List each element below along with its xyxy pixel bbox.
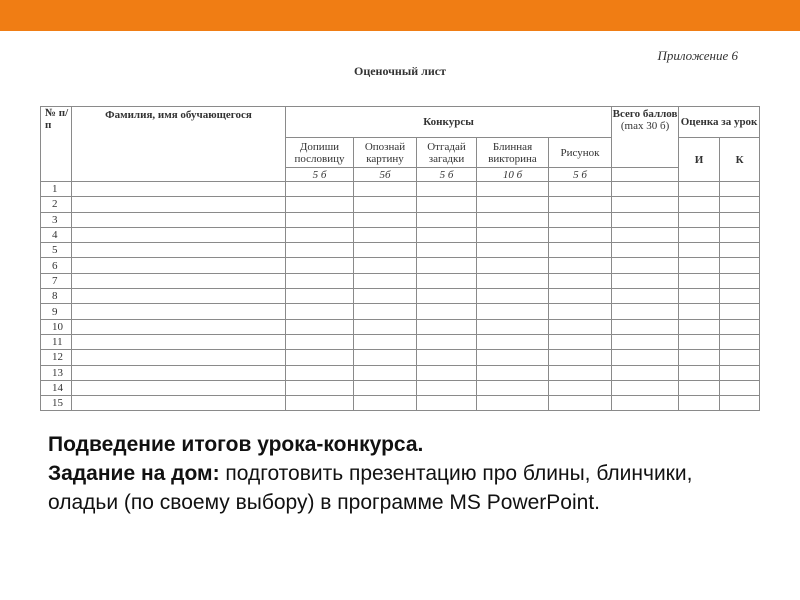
empty-cell <box>417 365 477 380</box>
empty-cell <box>417 273 477 288</box>
row-number: 14 <box>41 380 72 395</box>
empty-cell <box>549 396 612 411</box>
empty-cell <box>549 197 612 212</box>
empty-cell <box>679 380 720 395</box>
empty-cell <box>72 350 286 365</box>
contest-header: Блинная викторина <box>477 138 549 168</box>
empty-cell <box>477 289 549 304</box>
col-total-header <box>612 107 679 168</box>
contest-header: Отгадай загадки <box>417 138 477 168</box>
empty-cell <box>417 304 477 319</box>
empty-cell <box>417 227 477 242</box>
empty-cell <box>72 380 286 395</box>
table-row <box>41 212 760 227</box>
empty-cell <box>354 197 417 212</box>
empty-cell <box>354 304 417 319</box>
empty-cell <box>549 182 612 197</box>
empty-cell <box>417 197 477 212</box>
empty-cell <box>549 258 612 273</box>
empty-cell <box>72 258 286 273</box>
empty-cell <box>477 258 549 273</box>
total-points-cell <box>612 168 679 182</box>
empty-cell <box>612 227 679 242</box>
empty-cell <box>679 396 720 411</box>
grade-subcol-header: К <box>720 138 760 182</box>
empty-cell <box>549 212 612 227</box>
empty-cell <box>477 212 549 227</box>
row-number: 12 <box>41 350 72 365</box>
empty-cell <box>679 365 720 380</box>
row-number: 3 <box>41 212 72 227</box>
empty-cell <box>679 212 720 227</box>
empty-cell <box>72 319 286 334</box>
empty-cell <box>720 396 760 411</box>
empty-cell <box>679 334 720 349</box>
row-number: 5 <box>41 243 72 258</box>
empty-cell <box>354 289 417 304</box>
empty-cell <box>286 304 354 319</box>
summary-heading: Подведение итогов урока-конкурса. <box>48 433 424 456</box>
row-number: 2 <box>41 197 72 212</box>
table-row <box>41 334 760 349</box>
empty-cell <box>720 304 760 319</box>
row-number: 9 <box>41 304 72 319</box>
empty-cell <box>286 258 354 273</box>
empty-cell <box>612 350 679 365</box>
contest-header: Допиши пословицу <box>286 138 354 168</box>
empty-cell <box>612 212 679 227</box>
empty-cell <box>286 273 354 288</box>
sheet-title: Оценочный лист <box>353 64 446 78</box>
table-row <box>41 365 760 380</box>
empty-cell <box>549 304 612 319</box>
empty-cell <box>477 380 549 395</box>
empty-cell <box>612 258 679 273</box>
empty-cell <box>679 182 720 197</box>
empty-cell <box>612 365 679 380</box>
empty-cell <box>72 182 286 197</box>
table-row <box>41 304 760 319</box>
empty-cell <box>286 289 354 304</box>
empty-cell <box>417 396 477 411</box>
empty-cell <box>286 319 354 334</box>
contest-points: 5б <box>354 168 417 182</box>
empty-cell <box>72 227 286 242</box>
empty-cell <box>477 273 549 288</box>
empty-cell <box>354 350 417 365</box>
empty-cell <box>286 380 354 395</box>
empty-cell <box>477 227 549 242</box>
table-row <box>41 227 760 242</box>
empty-cell <box>549 289 612 304</box>
empty-cell <box>612 197 679 212</box>
total-max: (max 30 б) <box>620 120 670 132</box>
empty-cell <box>612 396 679 411</box>
empty-cell <box>477 243 549 258</box>
empty-cell <box>72 334 286 349</box>
empty-cell <box>72 396 286 411</box>
homework-label: Задание на дом: <box>48 462 220 485</box>
empty-cell <box>612 334 679 349</box>
row-number: 13 <box>41 365 72 380</box>
empty-cell <box>720 319 760 334</box>
empty-cell <box>417 334 477 349</box>
empty-cell <box>354 319 417 334</box>
empty-cell <box>417 243 477 258</box>
empty-cell <box>354 258 417 273</box>
empty-cell <box>72 197 286 212</box>
empty-cell <box>679 197 720 212</box>
table-row <box>41 243 760 258</box>
table-row <box>41 319 760 334</box>
top-accent-bar <box>0 0 800 31</box>
table-row <box>41 396 760 411</box>
empty-cell <box>354 334 417 349</box>
row-number: 1 <box>41 182 72 197</box>
empty-cell <box>286 212 354 227</box>
contest-points: 5 б <box>417 168 477 182</box>
empty-cell <box>72 365 286 380</box>
empty-cell <box>477 182 549 197</box>
empty-cell <box>286 365 354 380</box>
empty-cell <box>549 273 612 288</box>
empty-cell <box>612 304 679 319</box>
empty-cell <box>549 365 612 380</box>
col-name-header: Фамилия, имя обучающегося <box>72 107 286 182</box>
empty-cell <box>354 243 417 258</box>
empty-cell <box>286 350 354 365</box>
empty-cell <box>679 273 720 288</box>
appendix-label: Приложение 6 <box>657 48 738 63</box>
grade-table <box>40 106 760 411</box>
empty-cell <box>72 304 286 319</box>
empty-cell <box>286 227 354 242</box>
total-label: Всего баллов <box>612 108 678 120</box>
contest-points: 10 б <box>477 168 549 182</box>
empty-cell <box>354 365 417 380</box>
empty-cell <box>417 258 477 273</box>
empty-cell <box>354 396 417 411</box>
summary-text <box>48 430 760 517</box>
table-row <box>41 273 760 288</box>
empty-cell <box>72 273 286 288</box>
empty-cell <box>549 243 612 258</box>
table-row <box>41 258 760 273</box>
empty-cell <box>679 350 720 365</box>
contest-header: Рисунок <box>549 138 612 168</box>
table-row <box>41 380 760 395</box>
row-number: 10 <box>41 319 72 334</box>
empty-cell <box>72 243 286 258</box>
empty-cell <box>417 289 477 304</box>
empty-cell <box>720 197 760 212</box>
row-number: 8 <box>41 289 72 304</box>
empty-cell <box>612 182 679 197</box>
table-row <box>41 350 760 365</box>
col-number-header: № п/п <box>41 107 72 182</box>
empty-cell <box>612 273 679 288</box>
empty-cell <box>720 273 760 288</box>
empty-cell <box>354 182 417 197</box>
empty-cell <box>477 350 549 365</box>
col-grade-header: Оценка за урок <box>679 107 760 138</box>
empty-cell <box>720 258 760 273</box>
empty-cell <box>417 212 477 227</box>
empty-cell <box>477 197 549 212</box>
empty-cell <box>354 273 417 288</box>
empty-cell <box>679 304 720 319</box>
empty-cell <box>720 289 760 304</box>
row-number: 4 <box>41 227 72 242</box>
col-contests-header: Конкурсы <box>286 107 612 138</box>
empty-cell <box>286 334 354 349</box>
empty-cell <box>679 258 720 273</box>
empty-cell <box>679 243 720 258</box>
empty-cell <box>72 289 286 304</box>
empty-cell <box>612 243 679 258</box>
empty-cell <box>549 319 612 334</box>
empty-cell <box>720 380 760 395</box>
empty-cell <box>417 182 477 197</box>
empty-cell <box>417 350 477 365</box>
empty-cell <box>720 350 760 365</box>
empty-cell <box>720 243 760 258</box>
empty-cell <box>417 319 477 334</box>
empty-cell <box>477 319 549 334</box>
row-number: 6 <box>41 258 72 273</box>
empty-cell <box>720 182 760 197</box>
empty-cell <box>549 380 612 395</box>
grade-subcol-header: И <box>679 138 720 182</box>
empty-cell <box>354 380 417 395</box>
empty-cell <box>549 350 612 365</box>
empty-cell <box>286 243 354 258</box>
empty-cell <box>477 365 549 380</box>
contest-points: 5 б <box>549 168 612 182</box>
empty-cell <box>679 227 720 242</box>
empty-cell <box>612 289 679 304</box>
empty-cell <box>354 212 417 227</box>
row-number: 11 <box>41 334 72 349</box>
contest-points: 5 б <box>286 168 354 182</box>
empty-cell <box>286 197 354 212</box>
empty-cell <box>549 334 612 349</box>
row-number: 7 <box>41 273 72 288</box>
empty-cell <box>720 334 760 349</box>
empty-cell <box>477 396 549 411</box>
empty-cell <box>286 182 354 197</box>
table-row <box>41 182 760 197</box>
empty-cell <box>720 227 760 242</box>
empty-cell <box>286 396 354 411</box>
homework-text: подготовить презентацию про блины, блинчики, оладьи (по своему выбору) в программе MS PowerPoint. <box>48 462 693 514</box>
contest-header: Опознай картину <box>354 138 417 168</box>
table-row <box>41 289 760 304</box>
empty-cell <box>549 227 612 242</box>
empty-cell <box>612 380 679 395</box>
empty-cell <box>679 289 720 304</box>
empty-cell <box>72 212 286 227</box>
empty-cell <box>679 319 720 334</box>
empty-cell <box>720 212 760 227</box>
row-number: 15 <box>41 396 72 411</box>
empty-cell <box>477 304 549 319</box>
empty-cell <box>354 227 417 242</box>
empty-cell <box>720 365 760 380</box>
empty-cell <box>612 319 679 334</box>
empty-cell <box>417 380 477 395</box>
table-row <box>41 197 760 212</box>
empty-cell <box>477 334 549 349</box>
